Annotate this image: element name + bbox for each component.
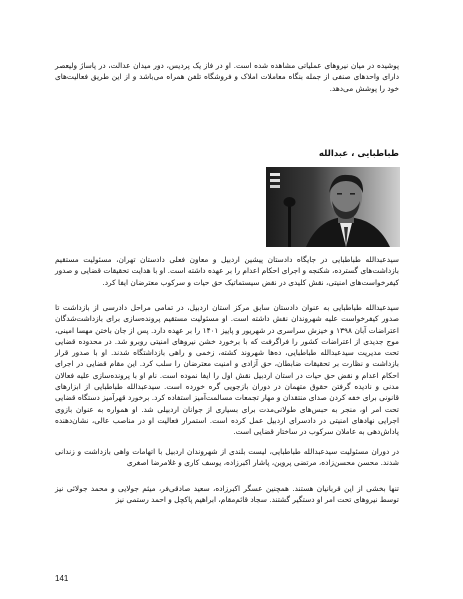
paragraph-4-text: تنها بخشی از این قربانیان هستند. همچنین عسگر اکبرزاده، سعید صادقی‌فر، میثم جولایی و محمد جولائی نیز توسط نیروهای تحت امر او دستگیر گشتند. سجاد قائم‌مقام، ابراهیم پاکچل و احمد رستمی نیز (55, 484, 399, 505)
paragraph-1 (55, 254, 399, 288)
portrait-photo-graphic (266, 167, 400, 247)
portrait-photo (266, 167, 400, 247)
intro-paragraph-text: پوشیده در میان نیروهای عملیاتی مشاهده شده است. او در فاز یک پردیس، دور میدان عدالت، در پاساژ ولیعصر دارای واحدهای صنفی از جمله بنگاه معاملات املاک و فروشگاه تلفن همراه می‌باشد و از این طریق فعالیت‌های خود را پوشش می‌دهد. (55, 61, 399, 93)
paragraph-2-text: سیدعبدالله طباطبایی به عنوان دادستان سابق مرکز استان اردبیل، در تمامی مراحل دادرسی از بازداشت تا صدور کیفرخواست علیه شهروندان نقش داشته است. او مسئولیت مستقیم پرونده‌سازی برای بازداشت‌شدگان اعتراضات آبان ۱۳۹۸ و خیزش سراسری در شهریور و پاییز ۱۴۰۱ را بر عهده دارد. پس از جان باختن مهسا امینی، موج جدیدی از اعتراضات کشور را فراگرفت که با برخورد خشن نیروهای امنیتی روبرو شد. در محدوده قضایی تحت مدیریت سیدعبدالله طباطبایی، ده‌ها شهروند کشته، زخمی و راهی بازداشتگاه شدند. او با صدور قرار بازداشت و نظارت بر تحقیقات ضابطان، حق آزادی و امنیت معترضان را سلب کرد. این مقام قضایی در اجرای احکام اعدام و نقض حق حیات در استان اردبیل نقش اول را ایفا نموده است. نام او با پرونده‌سازی علیه فعالان مدنی و نادیده گرفتن حقوق متهمان در دوران بازجویی گره خورده است. سیدعبدالله طباطبایی از ابزارهای قانونی برای خفه کردن صدای منتقدان و مهار تجمعات مسالمت‌آمیز استفاده کرد. برخورد قهرآمیز دستگاه قضایی تحت امر او، منجر به حبس‌های طولانی‌مدت برای بسیاری از جوانان اردبیلی شد. او همواره به عنوان بازوی اجرایی نهادهای امنیتی در دادسرای اردبیل عمل کرده است. استمرار فعالیت او در مناصب عالی، نشان‌دهنده پاداش‌دهی به عاملان سرکوب در ساختار قضایی است. (55, 303, 399, 437)
page-number: 141 (55, 574, 69, 583)
paragraph-2 (55, 302, 399, 438)
paragraph-3-text: در دوران مسئولیت سیدعبدالله طباطبایی، لیست بلندی از شهروندان اردبیل با اتهامات واهی بازداشت و زندانی شدند. محسن محسن‌زاده، مرتضی پروین، پاشار اکبرزاده، یوسف کاری و غلامرضا اصغری (55, 447, 399, 468)
paragraph-3 (55, 446, 399, 469)
section-title: طباطبایی ، عبدالله (318, 149, 399, 159)
intro-paragraph (55, 60, 399, 94)
paragraph-1-text: سیدعبدالله طباطبایی در جایگاه دادستان پیشین اردبیل و معاون فعلی دادستان تهران، مسئولیت مستقیم بازداشت‌های گسترده، شکنجه و اجرای احکام اعدام را بر عهده داشته است. او با هدایت تحقیقات قضایی و صدور کیفرخواست‌های امنیتی، نقش کلیدی در نقض سیستماتیک حق حیات و سرکوب معترضان ایفا کرد. (55, 255, 399, 287)
paragraph-4 (55, 483, 399, 506)
